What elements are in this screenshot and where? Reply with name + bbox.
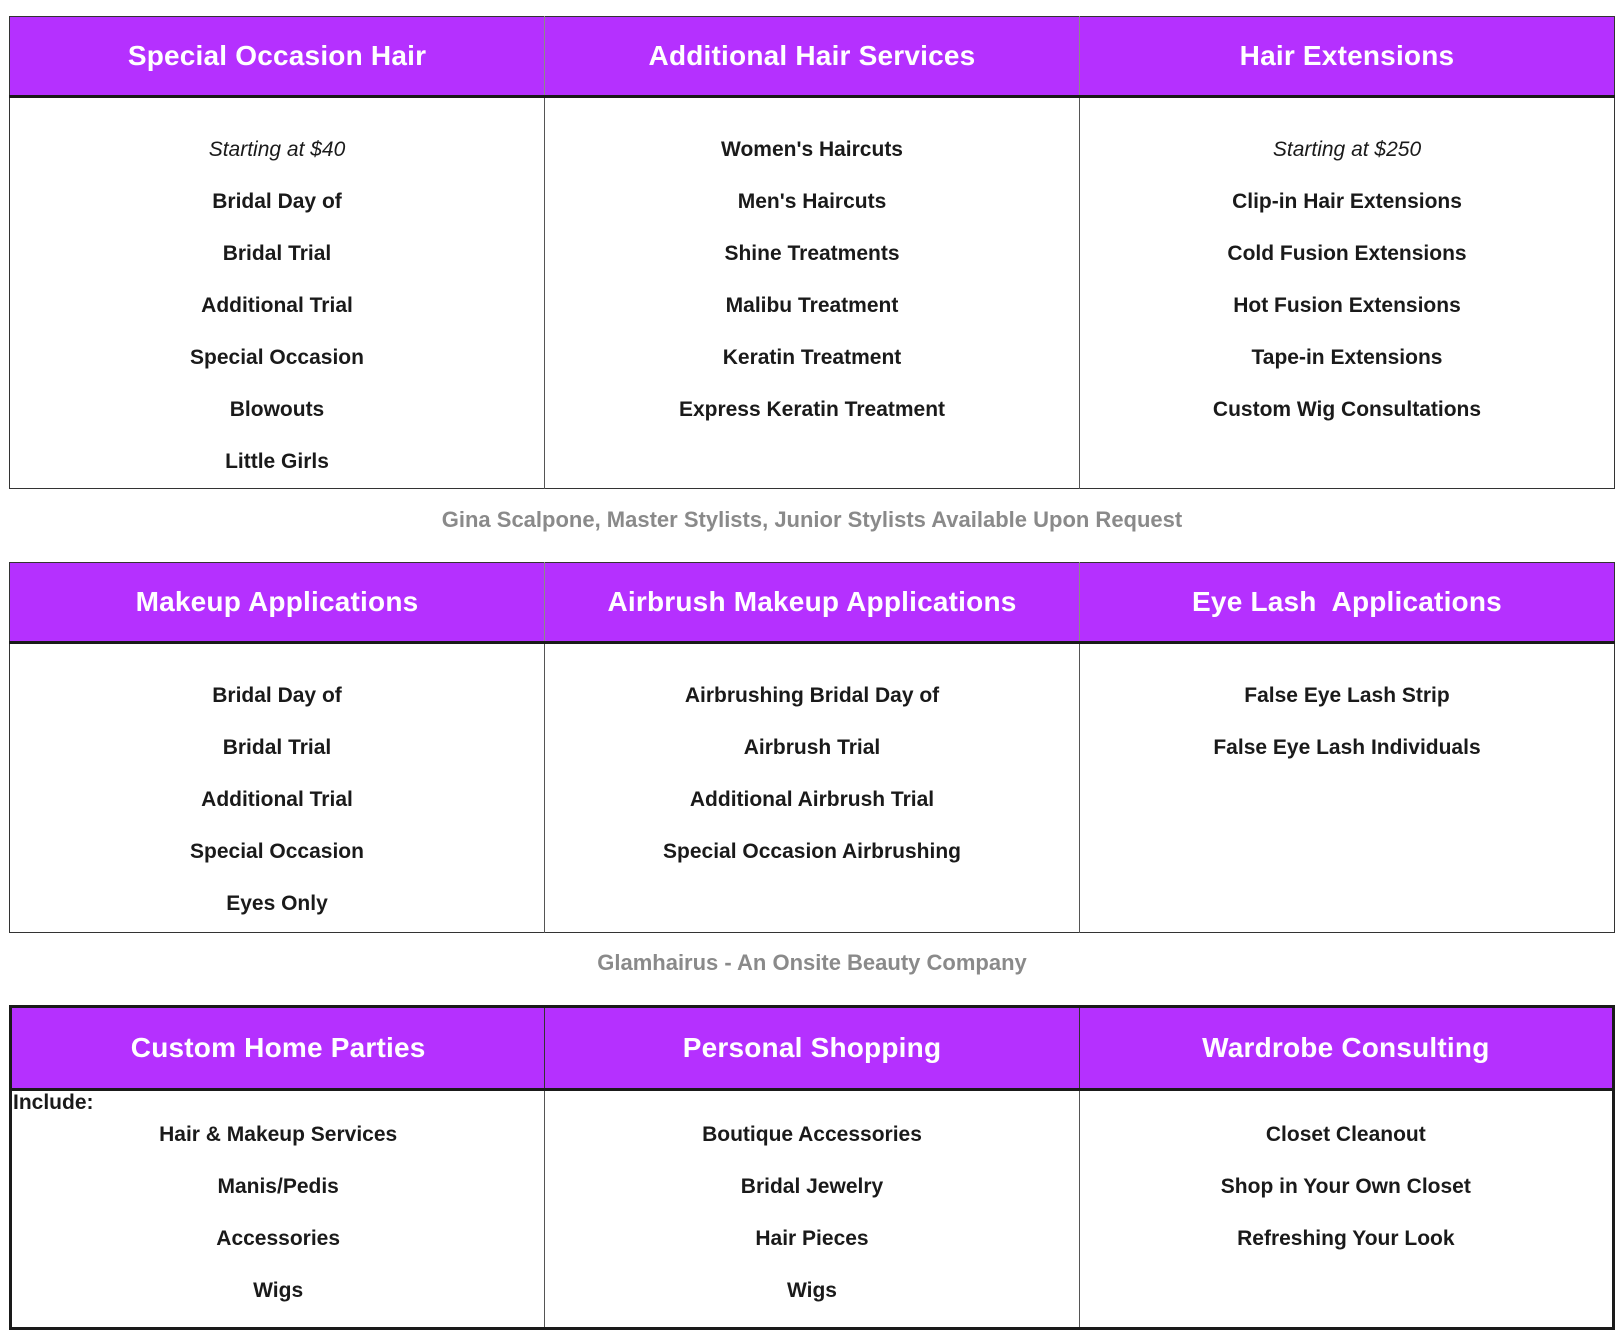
airbrush-makeup-column: [545, 643, 1080, 933]
list-item: Bridal Day of: [212, 190, 342, 213]
price-note: Starting at $250: [1272, 138, 1422, 161]
header-airbrush-makeup-applications: Airbrush Makeup Applications: [545, 563, 1080, 643]
list-item: Refreshing Your Look: [1237, 1227, 1455, 1250]
custom-home-parties-column: [11, 1090, 545, 1329]
makeup-services-table: [9, 562, 1615, 933]
list-item: Special Occasion: [190, 840, 364, 863]
list-item: Manis/Pedis: [217, 1175, 339, 1198]
list-item: Blowouts: [229, 398, 325, 421]
header-additional-hair-services: Additional Hair Services: [545, 17, 1080, 97]
header-makeup-applications: Makeup Applications: [10, 563, 545, 643]
header-custom-home-parties: Custom Home Parties: [11, 1007, 545, 1090]
list-item: Hair Pieces: [755, 1227, 869, 1250]
list-item: Accessories: [216, 1227, 341, 1250]
list-item: Wigs: [253, 1279, 304, 1302]
list-item: Women's Haircuts: [721, 138, 903, 161]
hair-services-table: [9, 16, 1615, 489]
wardrobe-consulting-column: [1079, 1090, 1613, 1329]
list-item: Airbrush Trial: [743, 736, 881, 759]
list-item: Bridal Trial: [222, 736, 332, 759]
additional-hair-services-column: [545, 97, 1080, 489]
include-label: Include:: [13, 1091, 94, 1114]
list-item: False Eye Lash Individuals: [1213, 736, 1481, 759]
list-item: Closet Cleanout: [1265, 1123, 1426, 1146]
special-occasion-hair-column: [10, 97, 545, 489]
list-item: Additional Trial: [201, 788, 353, 811]
company-caption: Glamhairus - An Onsite Beauty Company: [597, 950, 1027, 975]
list-item: Bridal Trial: [222, 242, 332, 265]
stylists-caption: Gina Scalpone, Master Stylists, Junior Stylists Available Upon Request: [441, 507, 1183, 532]
list-item: Express Keratin Treatment: [678, 398, 946, 421]
list-item: Little Girls: [225, 450, 329, 473]
list-item: Shop in Your Own Closet: [1220, 1175, 1471, 1198]
eye-lash-applications-column: [1080, 643, 1615, 933]
list-item: Boutique Accessories: [702, 1123, 922, 1146]
hair-extensions-column: [1080, 97, 1615, 489]
list-item: Custom Wig Consultations: [1212, 398, 1482, 421]
list-item: Special Occasion Airbrushing: [663, 840, 961, 863]
list-item: Eyes Only: [226, 892, 328, 915]
price-note: Starting at $40: [208, 138, 346, 161]
list-item: Malibu Treatment: [725, 294, 899, 317]
lifestyle-services-table: [9, 1005, 1615, 1330]
list-item: Bridal Jewelry: [740, 1175, 884, 1198]
list-item: Tape-in Extensions: [1251, 346, 1443, 369]
header-wardrobe-consulting: Wardrobe Consulting: [1079, 1007, 1613, 1090]
header-hair-extensions: Hair Extensions: [1080, 17, 1615, 97]
makeup-applications-column: [10, 643, 545, 933]
list-item: Men's Haircuts: [737, 190, 887, 213]
list-item: Special Occasion: [190, 346, 364, 369]
personal-shopping-column: [545, 1090, 1079, 1329]
header-personal-shopping: Personal Shopping: [545, 1007, 1079, 1090]
header-eye-lash-applications: Eye Lash Applications: [1080, 563, 1615, 643]
header-special-occasion-hair: Special Occasion Hair: [10, 17, 545, 97]
list-item: Airbrushing Bridal Day of: [684, 684, 940, 707]
list-item: Shine Treatments: [724, 242, 900, 265]
list-item: Clip-in Hair Extensions: [1232, 190, 1462, 213]
list-item: Additional Airbrush Trial: [689, 788, 935, 811]
list-item: Hair & Makeup Services: [159, 1123, 398, 1146]
list-item: Bridal Day of: [212, 684, 342, 707]
list-item: Wigs: [787, 1279, 837, 1302]
list-item: False Eye Lash Strip: [1244, 684, 1450, 707]
list-item: Additional Trial: [201, 294, 353, 317]
list-item: Cold Fusion Extensions: [1227, 242, 1467, 265]
list-item: Keratin Treatment: [722, 346, 902, 369]
list-item: Hot Fusion Extensions: [1233, 294, 1461, 317]
